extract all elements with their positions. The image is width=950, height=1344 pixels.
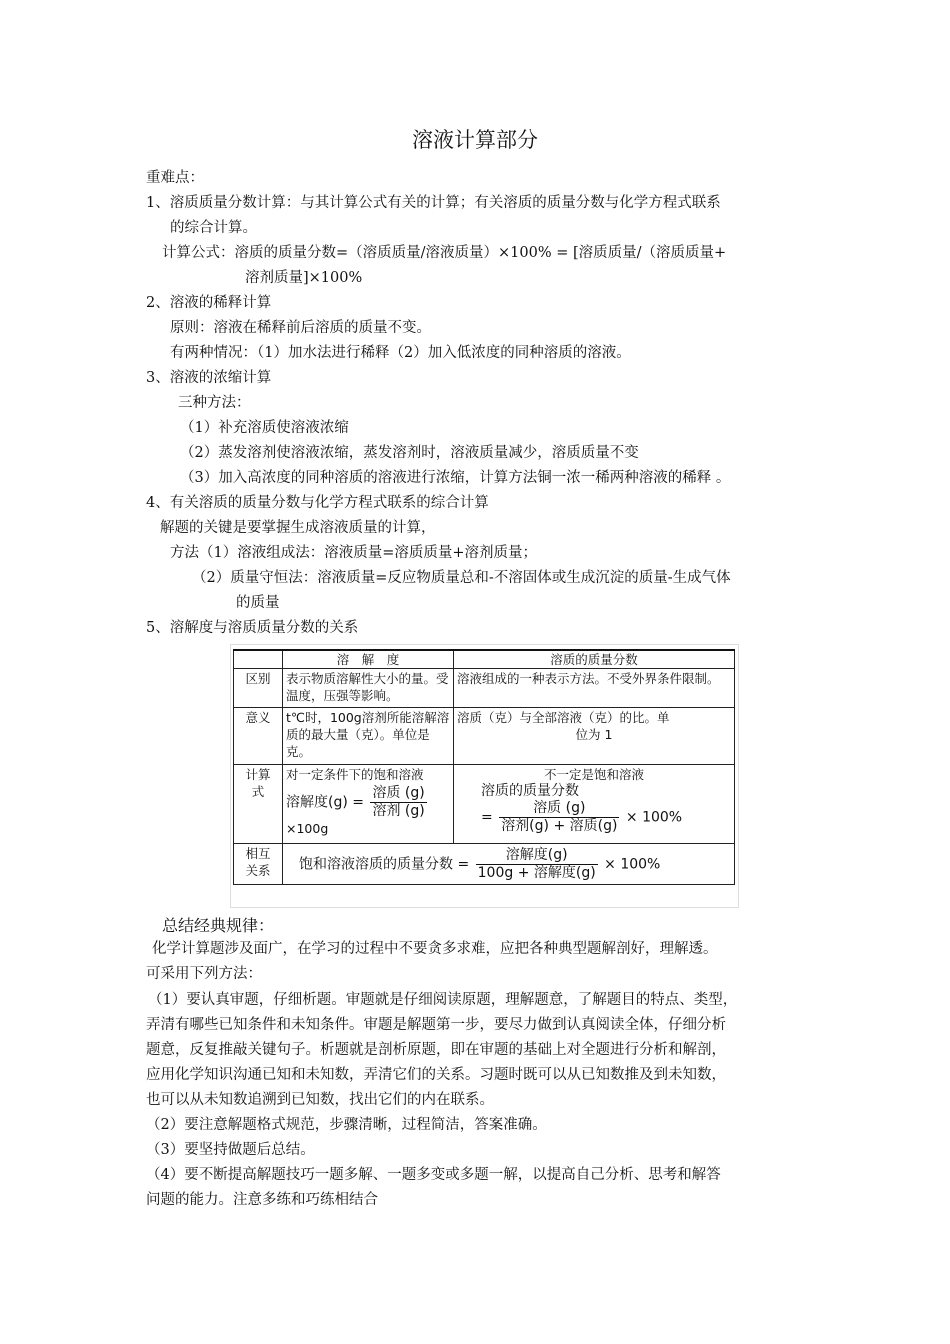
- item-4-method-1: 方法（1）溶液组成法：溶液质量=溶质质量+溶剂质量；: [170, 545, 538, 561]
- summary-line-3: （1）要认真审题，仔细析题。审题就是仔细阅读原题，理解题意，了解题目的特点、类型，: [148, 992, 738, 1008]
- item-1-line-2: 的综合计算。: [170, 220, 257, 236]
- cell-meaning-solubility: t℃时，100g溶剂所能溶解溶质的最大量（克）。单位是克。: [283, 708, 454, 765]
- cell-difference-fraction: 溶液组成的一种表示方法。不受外界条件限制。: [454, 669, 735, 708]
- table-row: [234, 844, 735, 885]
- cell-difference-solubility: 表示物质溶解性大小的量。受温度，压强等影响。: [283, 669, 454, 708]
- summary-line-4: 弄清有哪些已知条件和未知条件。审题是解题第一步，要尽力做到认真阅读全体，仔细分析: [146, 1017, 726, 1033]
- item-4-method-2: （2）质量守恒法：溶液质量=反应物质量总和-不溶固体或生成沉淀的质量-生成气体: [192, 570, 731, 586]
- relation-numerator: 溶解度(g): [476, 847, 598, 865]
- fraction-denominator: 溶剂(g) + 溶质(g): [501, 818, 618, 834]
- table-row: [234, 765, 735, 844]
- meaning-fraction-unit: 位为 1: [575, 727, 613, 742]
- item-2-principle: 原则：溶液在稀释前后溶质的质量不变。: [170, 320, 431, 336]
- formula-line-2: 溶剂质量]×100%: [245, 270, 363, 286]
- relation-lhs: 饱和溶液溶质的质量分数 =: [299, 856, 470, 872]
- row-label-relation: [234, 844, 283, 885]
- fraction-formula-lhs: 溶质的质量分数: [481, 783, 579, 799]
- cell-formula-solubility: [283, 765, 454, 844]
- item-5-heading: 5、溶解度与溶质质量分数的关系: [146, 620, 359, 636]
- row-label-formula: [234, 765, 283, 844]
- summary-line-6: 应用化学知识沟通已知和未知数，弄清它们的关系。习题时既可以从已知数推及到未知数，: [146, 1067, 726, 1083]
- item-4-key: 解题的关键是要掌握生成溶液质量的计算，: [160, 520, 436, 536]
- summary-heading: 总结经典规律：: [162, 916, 275, 935]
- item-4-method-2-cont: 的质量: [236, 595, 280, 611]
- fraction-fraction: [499, 800, 619, 835]
- solubility-condition: 对一定条件下的饱和溶液: [286, 767, 424, 782]
- relation-label-line-2: 关系: [245, 863, 271, 878]
- comparison-table: [233, 649, 735, 885]
- cell-meaning-fraction: [454, 708, 735, 765]
- summary-line-7: 也可以从未知数追溯到已知数，找出它们的内在联系。: [146, 1092, 494, 1108]
- header-mass-fraction: 溶质的质量分数: [454, 650, 735, 669]
- table-row: [234, 669, 735, 708]
- item-3-methods: 三种方法：: [178, 395, 251, 411]
- item-3-method-3: （3）加入高浓度的同种溶质的溶液进行浓缩，计算方法铜一浓一稀两种溶液的稀释 。: [180, 470, 731, 486]
- section-heading-key-points: 重难点：: [146, 170, 204, 186]
- relation-label-line-1: 相互: [245, 846, 271, 861]
- cell-relation-formula: [283, 844, 735, 885]
- summary-line-2: 可采用下列方法：: [146, 966, 262, 982]
- row-label-difference: 区别: [234, 669, 283, 708]
- relation-multiplier: × 100%: [604, 856, 661, 872]
- relation-denominator: 100g + 溶解度(g): [477, 864, 596, 881]
- item-4-heading: 4、有关溶质的质量分数与化学方程式联系的综合计算: [146, 495, 489, 511]
- item-2-heading: 2、溶液的稀释计算: [146, 295, 272, 311]
- meaning-fraction-text: 溶质（克）与全部溶液（克）的比。单: [457, 710, 670, 725]
- item-3-heading: 3、溶液的浓缩计算: [146, 370, 272, 386]
- formula-line-1: 计算公式：溶质的质量分数=（溶质质量/溶液质量）×100% = [溶质质量/（溶质质量+: [162, 245, 727, 261]
- header-solubility: 溶 解 度: [283, 650, 454, 669]
- summary-line-9: （3）要坚持做题后总结。: [146, 1142, 315, 1158]
- solubility-denominator: 溶剂 (g): [372, 803, 425, 819]
- item-1-line-1: 1、溶质质量分数计算：与其计算公式有关的计算；有关溶质的质量分数与化学方程式联系: [146, 195, 721, 211]
- fraction-condition: 不一定是饱和溶液: [543, 767, 644, 782]
- formula-label-line-2: 式: [251, 784, 265, 799]
- fraction-formula: [457, 800, 731, 835]
- summary-line-8: （2）要注意解题格式规范，步骤清晰，过程简洁，答案准确。: [146, 1117, 547, 1133]
- fraction-equals: =: [481, 809, 493, 826]
- table-row: [234, 708, 735, 765]
- solubility-formula-lhs: 溶解度(g) =: [286, 794, 364, 811]
- summary-line-1: 化学计算题涉及面广，在学习的过程中不要贪多求难，应把各种典型题解剖好，理解透。: [152, 941, 718, 957]
- fraction-numerator: 溶质 (g): [499, 800, 619, 818]
- page-title: 溶液计算部分: [412, 128, 538, 152]
- relation-fraction: [476, 847, 598, 882]
- item-3-method-1: （1）补充溶质使溶液浓缩: [180, 420, 349, 436]
- solubility-numerator: 溶质 (g): [372, 785, 425, 801]
- row-label-meaning: 意义: [234, 708, 283, 765]
- cell-formula-fraction: [454, 765, 735, 844]
- comparison-table-image: [230, 644, 739, 908]
- solubility-fraction: [370, 785, 426, 820]
- item-3-method-2: （2）蒸发溶剂使溶液浓缩，蒸发溶剂时，溶液质量减少，溶质质量不变: [180, 445, 639, 461]
- solubility-formula: [286, 785, 450, 820]
- summary-line-5: 题意，反复推敲关键句子。析题就是剖析原题，即在审题的基础上对全题进行分析和解剖，: [146, 1042, 726, 1058]
- table-corner-cell: [234, 650, 283, 669]
- item-2-cases: 有两种情况：（1）加水法进行稀释（2）加入低浓度的同种溶质的溶液。: [170, 345, 631, 361]
- summary-line-10: （4）要不断提高解题技巧一题多解、一题多变或多题一解，以提高自己分析、思考和解答: [146, 1167, 721, 1183]
- fraction-multiplier: × 100%: [625, 809, 683, 826]
- summary-line-11: 问题的能力。注意多练和巧练相结合: [146, 1192, 378, 1208]
- solubility-multiplier: ×100g: [286, 821, 329, 836]
- formula-label-line-1: 计算: [245, 767, 271, 782]
